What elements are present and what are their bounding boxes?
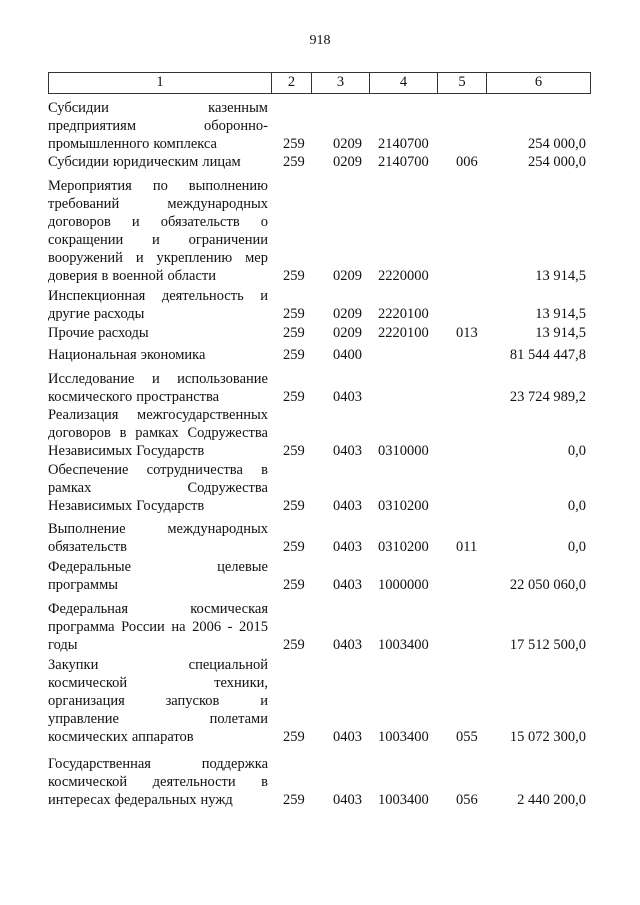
table-header xyxy=(48,72,591,94)
page-number: 918 xyxy=(309,33,331,48)
description-line: договоров в рамках Содружества xyxy=(48,425,268,441)
cell-c3: 0403 xyxy=(333,792,362,808)
cell-c3: 0403 xyxy=(333,443,362,459)
cell-c5: 055 xyxy=(456,729,478,745)
description-line: Субсидии юридическим лицам xyxy=(48,154,241,170)
cell-c3: 0209 xyxy=(333,136,362,152)
description-line: обязательств xyxy=(48,539,127,555)
cell-c4: 2140700 xyxy=(378,154,429,170)
cell-c4: 1003400 xyxy=(378,792,429,808)
description-line: космической деятельности в xyxy=(48,774,268,790)
description-line: предприятиям оборонно- xyxy=(48,118,268,134)
description-line: Мероприятия по выполнению xyxy=(48,178,268,194)
description-line: Федеральная космическая xyxy=(48,601,268,617)
row-description xyxy=(48,287,268,323)
table-row xyxy=(48,406,586,460)
cell-c2: 259 xyxy=(283,637,305,653)
description-line: промышленного комплекса xyxy=(48,136,217,152)
cell-c4: 1003400 xyxy=(378,637,429,653)
cell-c2: 259 xyxy=(283,729,305,745)
description-line: космического пространства xyxy=(48,389,220,405)
header-col-3: 3 xyxy=(312,73,370,93)
row-description xyxy=(48,99,268,153)
cell-c3: 0209 xyxy=(333,268,362,284)
cell-c6: 22 050 060,0 xyxy=(509,577,586,593)
description-line: Независимых Государств xyxy=(48,498,205,514)
cell-c6: 2 440 200,0 xyxy=(517,792,586,808)
cell-c3: 0403 xyxy=(333,498,362,514)
row-description xyxy=(48,153,268,171)
description-line: Обеспечение сотрудничества в xyxy=(48,462,268,478)
row-description xyxy=(48,656,268,746)
description-line: космических аппаратов xyxy=(48,729,194,745)
table-row xyxy=(48,656,586,746)
row-description xyxy=(48,370,268,406)
cell-c6: 13 914,5 xyxy=(535,268,586,284)
description-line: рамках Содружества xyxy=(48,480,268,496)
cell-c4: 2220100 xyxy=(378,306,429,322)
cell-c2: 259 xyxy=(283,306,305,322)
cell-c5: 006 xyxy=(456,154,478,170)
header-col-1: 1 xyxy=(49,73,272,93)
cell-c2: 259 xyxy=(283,498,305,514)
row-description xyxy=(48,461,268,515)
description-line: годы xyxy=(48,637,78,653)
description-line: вооружений и укреплению мер xyxy=(48,250,268,266)
table-row xyxy=(48,324,586,342)
header-col-4: 4 xyxy=(370,73,438,93)
cell-c4: 2220100 xyxy=(378,325,429,341)
cell-c3: 0209 xyxy=(333,306,362,322)
table-row xyxy=(48,520,586,556)
cell-c5: 011 xyxy=(456,539,478,555)
description-line: Прочие расходы xyxy=(48,325,149,341)
table-row xyxy=(48,346,586,364)
cell-c6: 254 000,0 xyxy=(528,136,586,152)
header-col-5: 5 xyxy=(438,73,487,93)
cell-c6: 17 512 500,0 xyxy=(509,637,586,653)
cell-c4: 0310000 xyxy=(378,443,429,459)
table-row xyxy=(48,370,586,406)
cell-c4: 2140700 xyxy=(378,136,429,152)
cell-c3: 0209 xyxy=(333,325,362,341)
cell-c6: 15 072 300,0 xyxy=(509,729,586,745)
cell-c3: 0403 xyxy=(333,539,362,555)
cell-c2: 259 xyxy=(283,443,305,459)
cell-c3: 0403 xyxy=(333,577,362,593)
description-line: договоров и обязательств о xyxy=(48,214,268,230)
description-line: программы xyxy=(48,577,118,593)
description-line: интересах федеральных нужд xyxy=(48,792,233,808)
cell-c6: 81 544 447,8 xyxy=(509,347,586,363)
description-line: Федеральные целевые xyxy=(48,559,268,575)
cell-c6: 13 914,5 xyxy=(535,325,586,341)
table-row xyxy=(48,600,586,654)
cell-c6: 0,0 xyxy=(567,498,586,514)
description-line: Независимых Государств xyxy=(48,443,205,459)
row-description xyxy=(48,177,268,285)
description-line: требований международных xyxy=(48,196,268,212)
row-description xyxy=(48,558,268,594)
cell-c3: 0403 xyxy=(333,637,362,653)
description-line: сокращении и ограничении xyxy=(48,232,268,248)
cell-c3: 0403 xyxy=(333,389,362,405)
cell-c2: 259 xyxy=(283,539,305,555)
row-description xyxy=(48,346,268,364)
cell-c6: 0,0 xyxy=(567,539,586,555)
description-line: Субсидии казенным xyxy=(48,100,268,116)
description-line: Закупки специальной xyxy=(48,657,268,673)
header-col-6: 6 xyxy=(534,74,543,90)
cell-c6: 0,0 xyxy=(567,443,586,459)
cell-c3: 0400 xyxy=(333,347,362,363)
cell-c2: 259 xyxy=(283,136,305,152)
description-line: космической техники, xyxy=(48,675,268,691)
table-row xyxy=(48,99,586,153)
cell-c2: 259 xyxy=(283,347,305,363)
table-row xyxy=(48,287,586,323)
description-line: Выполнение международных xyxy=(48,521,268,537)
description-line: другие расходы xyxy=(48,306,145,322)
table-row xyxy=(48,558,586,594)
row-description xyxy=(48,600,268,654)
table-row xyxy=(48,153,586,171)
description-line: организация запусков и xyxy=(48,693,268,709)
table-row xyxy=(48,177,586,285)
description-line: Исследование и использование xyxy=(48,371,268,387)
table-row xyxy=(48,461,586,515)
cell-c2: 259 xyxy=(283,268,305,284)
row-description xyxy=(48,406,268,460)
cell-c4: 0310200 xyxy=(378,498,429,514)
cell-c2: 259 xyxy=(283,325,305,341)
cell-c5: 056 xyxy=(456,792,478,808)
cell-c4: 1003400 xyxy=(378,729,429,745)
description-line: управление полетами xyxy=(48,711,268,727)
cell-c3: 0209 xyxy=(333,154,362,170)
row-description xyxy=(48,755,268,809)
cell-c2: 259 xyxy=(283,389,305,405)
cell-c5: 013 xyxy=(456,325,478,341)
description-line: программа России на 2006 - 2015 xyxy=(48,619,268,635)
cell-c4: 1000000 xyxy=(378,577,429,593)
cell-c6: 23 724 989,2 xyxy=(509,389,586,405)
cell-c3: 0403 xyxy=(333,729,362,745)
cell-c2: 259 xyxy=(283,577,305,593)
cell-c6: 254 000,0 xyxy=(528,154,586,170)
description-line: Инспекционная деятельность и xyxy=(48,288,268,304)
row-description xyxy=(48,324,268,342)
description-line: Государственная поддержка xyxy=(48,756,268,772)
cell-c2: 259 xyxy=(283,154,305,170)
row-description xyxy=(48,520,268,556)
description-line: Реализация межгосударственных xyxy=(48,407,268,423)
cell-c4: 2220000 xyxy=(378,268,429,284)
table-row xyxy=(48,755,586,809)
cell-c4: 0310200 xyxy=(378,539,429,555)
header-col-2: 2 xyxy=(272,73,312,93)
cell-c2: 259 xyxy=(283,792,305,808)
description-line: Национальная экономика xyxy=(48,347,206,363)
description-line: доверия в военной области xyxy=(48,268,216,284)
cell-c6: 13 914,5 xyxy=(535,306,586,322)
